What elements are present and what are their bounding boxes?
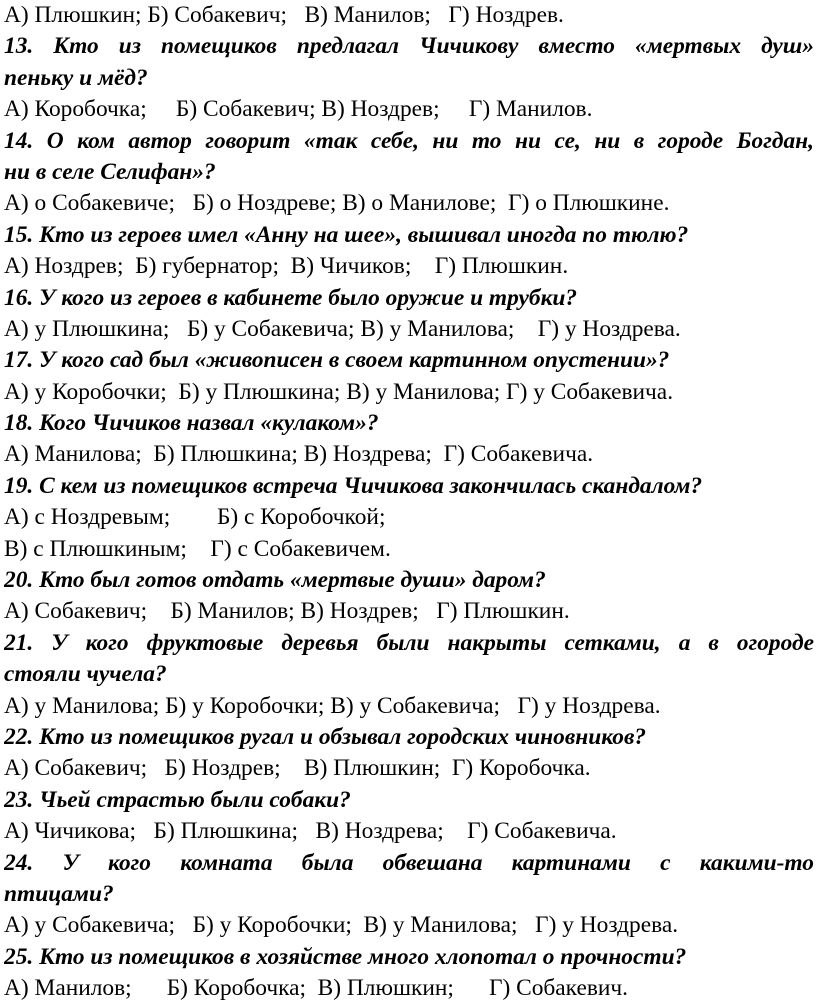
question-line: 14. О ком автор говорит «так себе, ни то ни се, ни в городе Богдан,: [4, 127, 814, 154]
answer-line: А) Собакевич; Б) Ноздрев; В) Плюшкин; Г) Коробочка.: [4, 755, 591, 782]
answer-line: А) Плюшкин; Б) Собакевич; В) Манилов; Г) Ноздрев.: [4, 2, 564, 28]
question-line: 16. У кого из героев в кабинете было оружие и трубки?: [4, 284, 578, 311]
answer-line: А) у Манилова; Б) у Коробочки; В) у Собакевича; Г) у Ноздрева.: [4, 692, 661, 719]
question-line: 19. С кем из помещиков встреча Чичикова закончилась скандалом?: [4, 472, 703, 499]
answer-line: А) с Ноздревым; Б) с Коробочкой;: [4, 504, 386, 531]
answer-line: А) у Собакевича; Б) у Коробочки; В) у Манилова; Г) у Ноздрева.: [4, 912, 679, 939]
question-line: 18. Кого Чичиков назвал «кулаком»?: [4, 410, 379, 437]
question-line: 23. Чьей страстью были собаки?: [4, 786, 351, 813]
answer-line: А) о Собакевиче; Б) о Ноздреве; В) о Манилове; Г) о Плюшкине.: [4, 190, 670, 217]
question-line: 15. Кто из героев имел «Анну на шее», вышивал иногда по тюлю?: [4, 221, 689, 248]
question-line: 17. У кого сад был «живописен в своем картинном опустении»?: [4, 347, 670, 374]
question-line: 13. Кто из помещиков предлагал Чичикову вместо «мертвых душ»: [4, 33, 814, 60]
answer-line: А) Манилов; Б) Коробочка; В) Плюшкин; Г) Собакевич.: [4, 975, 629, 1002]
question-line: 22. Кто из помещиков ругал и обзывал городских чиновников?: [4, 723, 647, 750]
question-line: птицами?: [4, 880, 114, 907]
answer-line: А) Манилова; Б) Плюшкина; В) Ноздрева; Г) Собакевича.: [4, 441, 594, 468]
answer-line: А) Собакевич; Б) Манилов; В) Ноздрев; Г) Плюшкин.: [4, 598, 570, 625]
question-line: 24. У кого комната была обвешана картинами с какими-то: [4, 849, 814, 876]
question-line: 20. Кто был готов отдать «мертвые души» даром?: [4, 567, 546, 594]
answer-line: В) с Плюшкиным; Г) с Собакевичем.: [4, 535, 391, 562]
quiz-document: [4, 0, 814, 1005]
question-line: пеньку и мёд?: [4, 64, 148, 91]
question-line: ни в селе Селифан»?: [4, 158, 216, 185]
answer-line: А) Коробочка; Б) Собакевич; В) Ноздрев; Г) Манилов.: [4, 96, 593, 123]
question-line: 21. У кого фруктовые деревья были накрыты сетками, а в огороде: [4, 629, 814, 656]
answer-line: А) Ноздрев; Б) губернатор; В) Чичиков; Г) Плюшкин.: [4, 253, 569, 280]
answer-line: А) у Плюшкина; Б) у Собакевича; В) у Манилова; Г) у Ноздрева.: [4, 315, 681, 342]
answer-line: А) Чичикова; Б) Плюшкина; В) Ноздрева; Г) Собакевича.: [4, 818, 617, 845]
answer-line: А) у Коробочки; Б) у Плюшкина; В) у Манилова; Г) у Собакевича.: [4, 378, 674, 405]
question-line: 25. Кто из помещиков в хозяйстве много хлопотал о прочности?: [4, 943, 687, 970]
question-line: стояли чучела?: [4, 661, 167, 688]
